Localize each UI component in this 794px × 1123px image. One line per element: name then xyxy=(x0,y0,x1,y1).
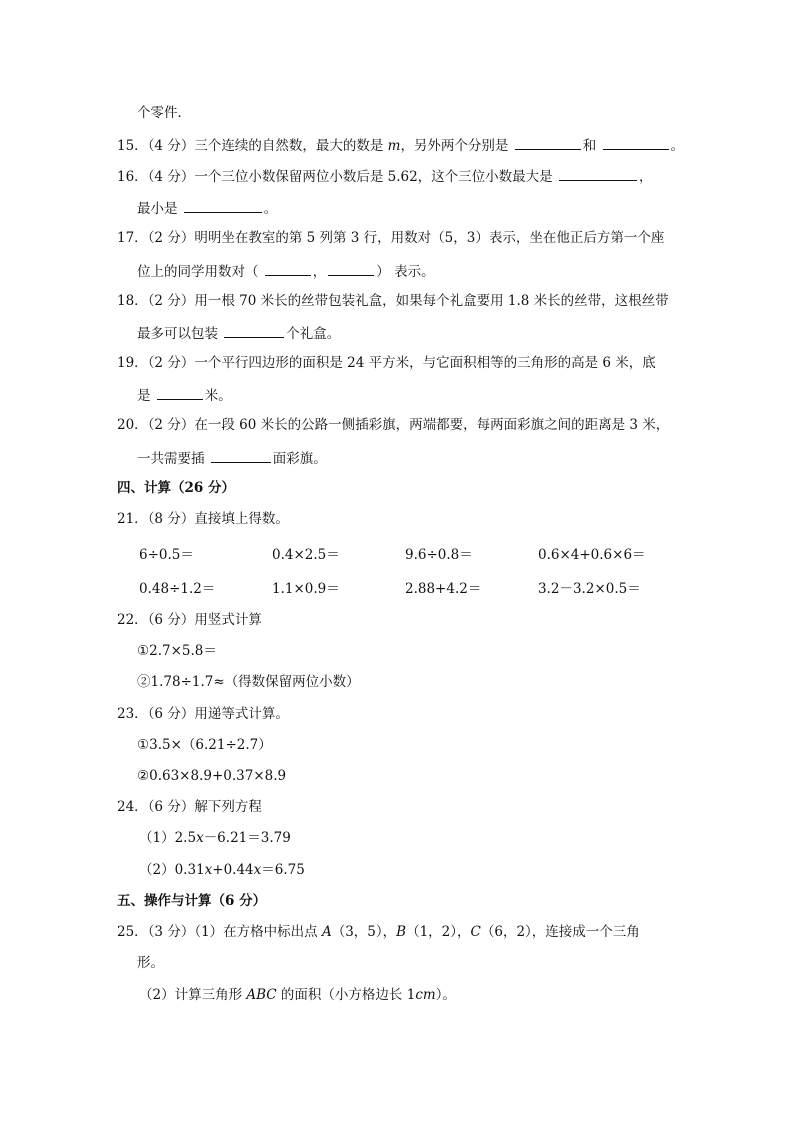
answer-blank[interactable] xyxy=(515,135,581,150)
question-19-line2: 是 米。 xyxy=(137,385,232,405)
question-17: 17．（2 分）明明坐在教室的第 5 列第 3 行，用数对（5，3）表示，坐在他正后方第一个座 xyxy=(117,230,665,246)
calc-item: 0.4×2.5＝ xyxy=(272,547,340,563)
circled-number: ② xyxy=(137,674,151,690)
answer-blank[interactable] xyxy=(157,385,203,400)
question-17-line2: 位上的同学用数对（ ， ） 表示。 xyxy=(137,261,435,281)
question-16: 16．（4 分）一个三位小数保留两位小数后是 5.62，这个三位小数最大是 ， xyxy=(117,166,652,186)
question-24: 24．（6 分）解下列方程 xyxy=(117,799,262,815)
question-23-item-2: ②0.63×8.9+0.37×8.9 xyxy=(137,768,287,784)
circled-number: ② xyxy=(137,768,150,784)
calc-item: 1.1×0.9＝ xyxy=(272,581,340,597)
question-20: 20．（2 分）在一段 60 米长的公路一侧插彩旗，两端都要，每两面彩旗之间的距离是 3 米， xyxy=(117,417,670,433)
calc-item: 0.48÷1.2＝ xyxy=(139,581,216,597)
question-22-item-2: ②1.78÷1.7≈（得数保留两位小数） xyxy=(137,674,360,690)
calc-item: 0.6×4+0.6×6＝ xyxy=(538,547,646,563)
equation-1: （1）2.5x－6.21＝3.79 xyxy=(139,830,291,846)
calc-item: 3.2－3.2×0.5＝ xyxy=(538,581,641,597)
question-22-item-1: ①2.7×5.8＝ xyxy=(137,643,217,659)
section-5-heading: 五、操作与计算（6 分） xyxy=(117,893,267,909)
answer-blank[interactable] xyxy=(603,135,669,150)
question-25-part-2: （2）计算三角形 ABC 的面积（小方格边长 1cm）。 xyxy=(139,987,456,1003)
question-25: 25．（3 分）（1）在方格中标出点 A（3，5），B（1，2），C（6，2），连接成一个三角 xyxy=(117,924,640,940)
q14-tail: 个零件． xyxy=(137,105,191,121)
answer-blank[interactable] xyxy=(559,166,637,181)
circled-number: ① xyxy=(137,737,150,753)
section-4-heading: 四、计算（26 分） xyxy=(117,480,235,496)
question-19: 19．（2 分）一个平行四边形的面积是 24 平方米，与它面积相等的三角形的高是 6 米，底 xyxy=(117,355,656,371)
circled-number: ① xyxy=(137,643,150,659)
answer-blank[interactable] xyxy=(328,261,374,276)
question-23: 23．（6 分）用递等式计算。 xyxy=(117,706,289,722)
answer-blank[interactable] xyxy=(224,323,284,338)
question-20-line2: 一共需要插 面彩旗。 xyxy=(137,448,327,468)
question-21: 21．（8 分）直接填上得数。 xyxy=(117,511,289,527)
question-16-line2: 最小是 。 xyxy=(137,198,277,218)
calc-item: 9.6÷0.8＝ xyxy=(405,547,473,563)
answer-blank[interactable] xyxy=(211,448,271,463)
answer-blank[interactable] xyxy=(265,261,311,276)
answer-blank[interactable] xyxy=(184,198,262,213)
question-22: 22．（6 分）用竖式计算 xyxy=(117,612,262,628)
question-25-line2: 形。 xyxy=(137,955,164,971)
calc-item: 6÷0.5＝ xyxy=(139,547,194,563)
question-18-line2: 最多可以包装 个礼盒。 xyxy=(137,323,340,343)
calc-item: 2.88+4.2＝ xyxy=(405,581,482,597)
question-15: 15．（4 分）三个连续的自然数，最大的数是 m，另外两个分别是 和 。 xyxy=(117,135,684,155)
equation-2: （2）0.31x+0.44x＝6.75 xyxy=(139,862,305,878)
question-18: 18．（2 分）用一根 70 米长的丝带包装礼盒，如果每个礼盒要用 1.8 米长的丝带，这根丝带 xyxy=(117,293,669,309)
question-23-item-1: ①3.5×（6.21÷2.7） xyxy=(137,737,272,753)
